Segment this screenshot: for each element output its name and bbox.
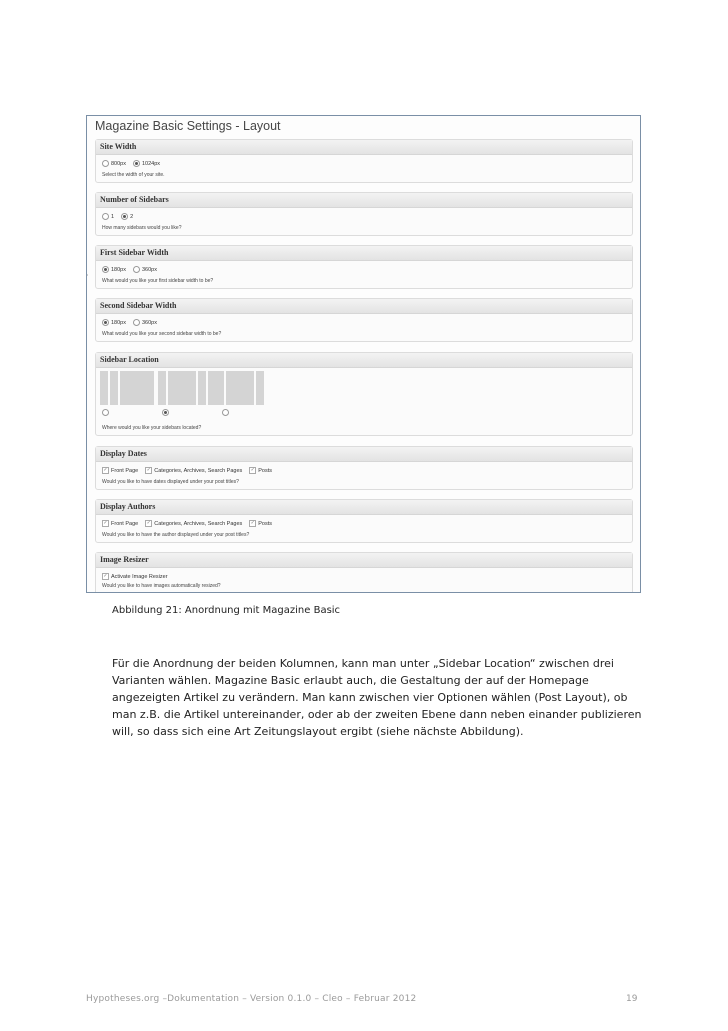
option-label: Activate Image Resizer (111, 573, 168, 580)
layout-column (120, 371, 154, 405)
checkbox-icon: ✓ (250, 520, 255, 526)
checkbox-front-page[interactable] (102, 467, 138, 474)
option-label: 1024px (142, 160, 161, 167)
checkbox-categories[interactable] (145, 520, 242, 527)
checkbox-icon: ✓ (103, 467, 108, 473)
option-label: 180px (111, 319, 126, 326)
layout-option-1[interactable] (100, 371, 154, 405)
section-heading: Display Authors (96, 500, 632, 515)
section-heading: First Sidebar Width (96, 246, 632, 261)
section-description: What would you like your second sidebar width to be? (102, 331, 222, 337)
section-image-resizer (95, 552, 633, 593)
option-label: 360px (142, 319, 157, 326)
layout-column (158, 371, 166, 405)
body-paragraph: Für die Anordnung der beiden Kolumnen, kann man unter „Sidebar Location“ zwischen drei Varianten wählen. Magazine Basic erlaubt auch, die Gestaltung der auf der Homepage angezeigten Artikel zu verändern. Man kann zwischen vier Optionen wählen (Post Layout), ob man z.B. die Artikel untereinander, oder ab der zweiten Ebene dann neben einander publizieren will, so dass sich eine Art Zeitungslayout ergibt (siehe nächste Abbildung). (112, 657, 642, 738)
section-description: What would you like your first sidebar width to be? (102, 278, 214, 284)
layout-column (110, 371, 118, 405)
radio-selected-icon (133, 160, 140, 167)
section-description: Would you like to have images automatically resized? (102, 583, 221, 589)
section-heading: Image Resizer (96, 553, 632, 568)
page-number: 19 (626, 994, 638, 1004)
section-second-sidebar-width (95, 298, 633, 342)
option-label: 2 (130, 213, 134, 220)
radio-2[interactable] (121, 213, 133, 220)
section-description: Where would you like your sidebars located? (102, 425, 202, 431)
option-label: Posts (258, 467, 273, 474)
option-label: Categories, Archives, Search Pages (154, 520, 243, 527)
section-site-width (95, 139, 633, 183)
option-label: 180px (111, 266, 126, 273)
option-label: Posts (258, 520, 273, 527)
radio-icon (102, 160, 109, 167)
radio-icon (133, 319, 140, 326)
layout-option-2[interactable] (158, 371, 216, 405)
section-description: Select the width of your site. (102, 172, 165, 178)
section-heading: Site Width (96, 140, 632, 155)
option-label: 800px (111, 160, 126, 167)
radio-selected-icon (121, 213, 128, 220)
radio-layout-2[interactable] (162, 409, 169, 416)
section-heading: Number of Sidebars (96, 193, 632, 208)
radio-360px[interactable] (133, 319, 157, 326)
section-number-of-sidebars (95, 192, 633, 236)
checkbox-icon: ✓ (146, 467, 151, 473)
figure-title: Magazine Basic Settings - Layout (95, 119, 281, 133)
option-label: 1 (111, 213, 115, 220)
layout-column (208, 371, 216, 405)
radio-layout-1[interactable] (102, 409, 109, 416)
radio-layout-3[interactable] (222, 409, 229, 416)
radio-180px[interactable] (102, 266, 126, 273)
radio-selected-icon (102, 266, 109, 273)
section-sidebar-location (95, 352, 633, 436)
checkbox-icon: ✓ (146, 520, 151, 526)
option-label: Categories, Archives, Search Pages (154, 467, 243, 474)
section-display-authors (95, 499, 633, 543)
layout-column (198, 371, 206, 405)
section-heading: Display Dates (96, 447, 632, 462)
figure-caption: Abbildung 21: Anordnung mit Magazine Basic (112, 605, 341, 616)
radio-icon (133, 266, 140, 273)
radio-360px[interactable] (133, 266, 157, 273)
section-display-dates (95, 446, 633, 490)
option-label: Front Page (111, 520, 139, 527)
arrow-icon (86, 271, 88, 279)
radio-1[interactable] (102, 213, 114, 220)
radio-800px[interactable] (102, 160, 126, 167)
checkbox-posts[interactable] (249, 520, 272, 527)
option-label: Front Page (111, 467, 139, 474)
section-first-sidebar-width (95, 245, 633, 289)
checkbox-icon: ✓ (250, 467, 255, 473)
checkbox-activate-image-resizer[interactable] (102, 573, 168, 580)
checkbox-categories[interactable] (145, 467, 242, 474)
layout-column (216, 371, 224, 405)
checkbox-icon: ✓ (103, 520, 108, 526)
radio-icon (102, 213, 109, 220)
footer-text: Hypotheses.org –Dokumentation – Version 0.1.0 – Cleo – Februar 2012 (86, 994, 417, 1004)
settings-screenshot (86, 115, 641, 593)
layout-column (226, 371, 254, 405)
layout-column (100, 371, 108, 405)
section-description: Would you like to have the author displayed under your post titles? (102, 532, 250, 538)
layout-option-3[interactable] (216, 371, 264, 405)
radio-selected-icon (102, 319, 109, 326)
option-label: 360px (142, 266, 157, 273)
layout-column (168, 371, 196, 405)
checkbox-front-page[interactable] (102, 520, 138, 527)
section-heading: Second Sidebar Width (96, 299, 632, 314)
layout-column (256, 371, 264, 405)
section-description: Would you like to have dates displayed under your post titles? (102, 479, 239, 485)
section-heading: Sidebar Location (96, 353, 632, 368)
checkbox-icon: ✓ (103, 573, 108, 579)
section-description: How many sidebars would you like? (102, 225, 182, 231)
checkbox-posts[interactable] (249, 467, 272, 474)
radio-1024px[interactable] (133, 160, 160, 167)
radio-180px[interactable] (102, 319, 126, 326)
